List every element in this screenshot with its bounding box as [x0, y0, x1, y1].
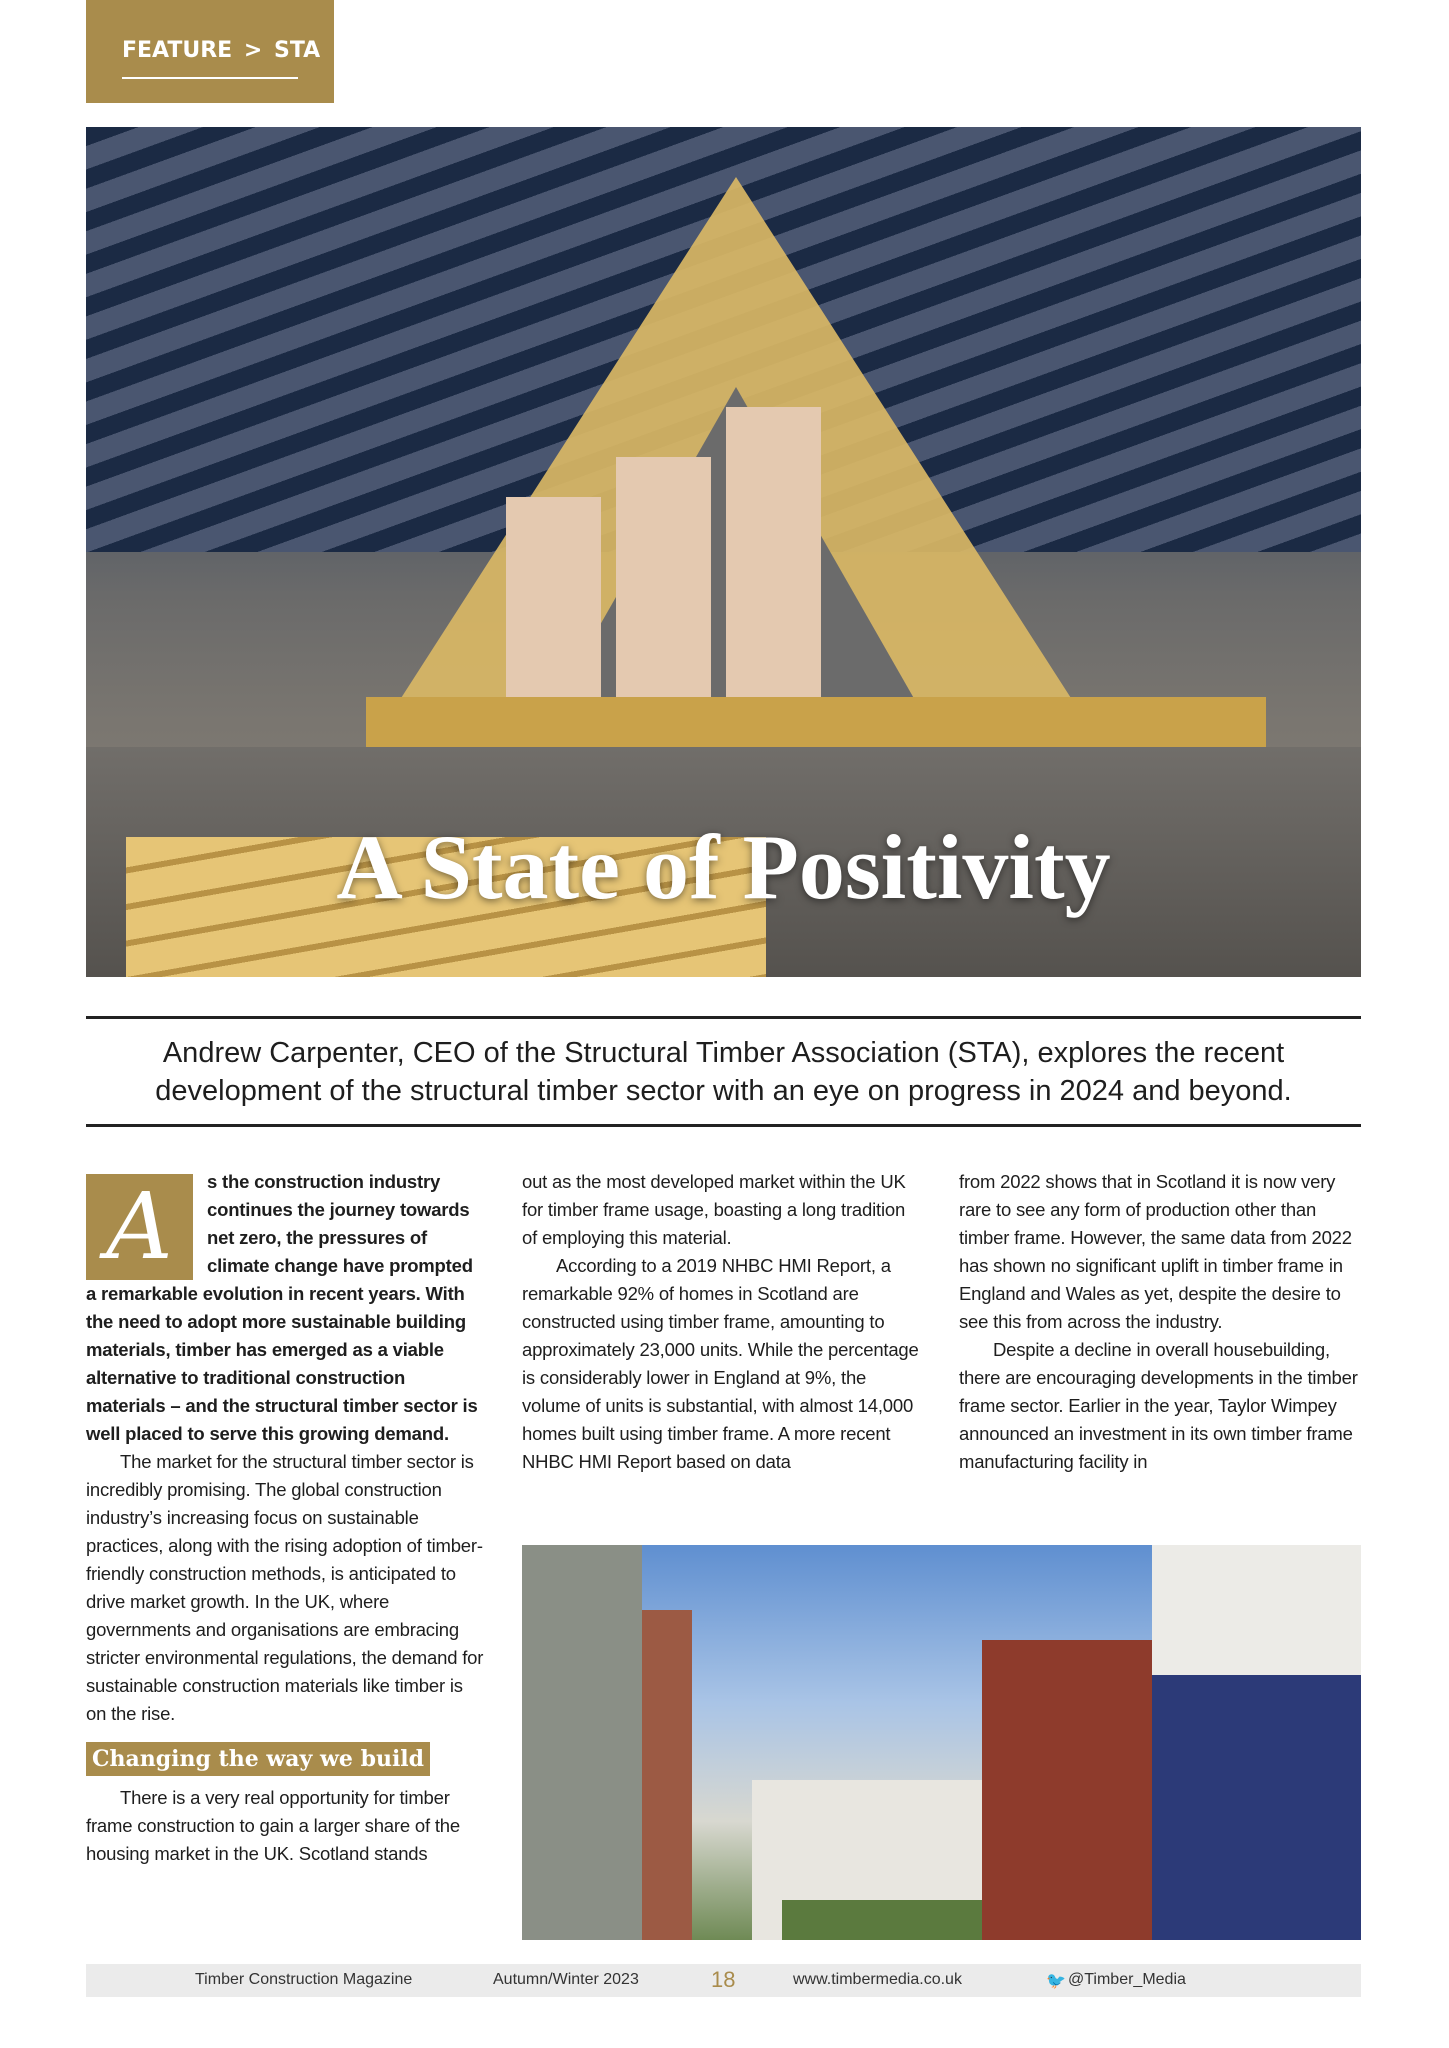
paragraph: from 2022 shows that in Scotland it is now very rare to see any form of production other than timber frame. However, the same data from 2022 has shown no significant uplift in timber frame in England and Wales as yet, despite the desire to see this from across the industry.: [959, 1171, 1352, 1332]
drop-cap: A: [86, 1174, 193, 1280]
standfirst: Andrew Carpenter, CEO of the Structural Timber Association (STA), explores the recent development of the structural timber sector with an eye on progress in 2024 and beyond.: [155, 1037, 1292, 1107]
paragraph: There is a very real opportunity for timber frame construction to gain a larger share of the housing market in the UK. Scotland stands: [86, 1787, 460, 1864]
subheading: Changing the way we build: [86, 1742, 430, 1776]
paragraph: The market for the structural timber sector is incredibly promising. The global construction industry’s increasing focus on sustainable practices, along with the rising adoption of timber-friendly construction methods, is anticipated to drive market growth. In the UK, where governments and organisations are embracing stricter environmental regulations, the demand for sustainable construction materials like timber is on the rise.: [86, 1451, 484, 1724]
building: [642, 1610, 692, 1940]
lead-paragraph: s the construction industry continues the journey towards net zero, the pressures of climate change have prompted a remarkable evolution in recent years. With the need to adopt more sustainable building materials, timber has emerged as a viable alternative to traditional construction materials – and the structural timber sector is well placed to serve this growing demand.: [86, 1171, 478, 1444]
footer-social[interactable]: @Timber_Media: [1068, 1971, 1186, 1988]
timber-beam: [366, 697, 1266, 747]
page-footer: [86, 1964, 1361, 1997]
section-label: FEATURE: [122, 38, 233, 63]
paragraph: Despite a decline in overall housebuilding, there are encouraging developments in the timber frame sector. Earlier in the year, Taylor Wimpey announced an investment in its own timber frame manufacturing facility in: [959, 1339, 1358, 1472]
footer-magazine: Timber Construction Magazine: [195, 1971, 413, 1988]
building: [522, 1545, 642, 1940]
building: [982, 1640, 1152, 1940]
housing-photo: [522, 1545, 1361, 1940]
page-number: 18: [711, 1967, 736, 1992]
article-title: A State of Positivity: [336, 816, 1111, 918]
column-2: [522, 1168, 923, 1476]
section-tag: [86, 0, 334, 103]
planting: [782, 1900, 982, 1940]
paragraph: out as the most developed market within the UK for timber frame usage, boasting a long tradition of employing this material.: [522, 1171, 906, 1248]
section-topic: STA: [274, 38, 321, 63]
column-3: [959, 1168, 1360, 1476]
hero-image: [86, 127, 1361, 977]
divider: [86, 1016, 1361, 1019]
twitter-icon: 🐦: [1046, 1973, 1066, 1990]
building-upper: [1152, 1545, 1361, 1675]
tag-underline: [122, 77, 298, 79]
footer-website[interactable]: www.timbermedia.co.uk: [793, 1971, 962, 1988]
footer-issue: Autumn/Winter 2023: [493, 1971, 639, 1988]
column-1: [86, 1168, 487, 1868]
divider: [86, 1124, 1361, 1127]
chevron-right-icon: >: [243, 38, 263, 63]
paragraph: According to a 2019 NHBC HMI Report, a remarkable 92% of homes in Scotland are constructed using timber frame, amounting to approximately 23,000 units. While the percentage is considerably lower in England at 9%, the volume of units is substantial, with almost 14,000 homes built using timber frame. A more recent NHBC HMI Report based on data: [522, 1255, 919, 1472]
